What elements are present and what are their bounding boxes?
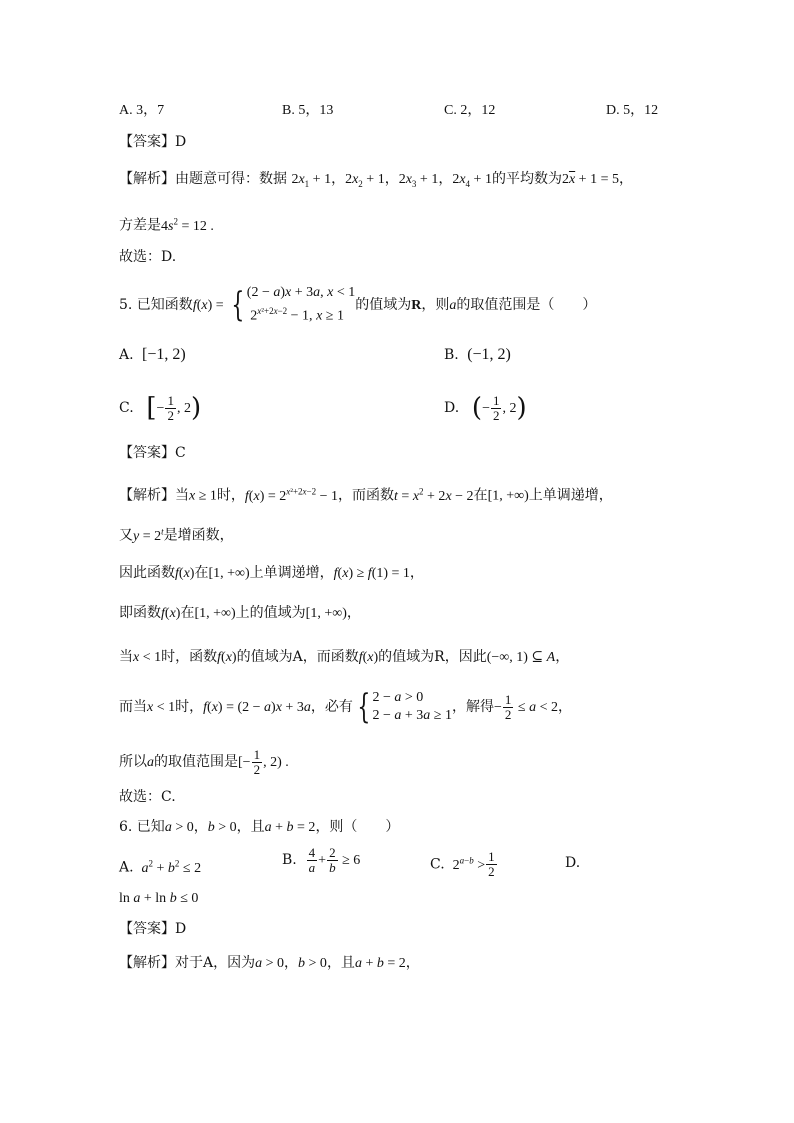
q6-stem: 6. 已知a > 0，b > 0，且a + b = 2，则（ ） [119, 819, 400, 835]
q5-l5-c: 的值域为A，而函数 [236, 649, 359, 665]
q4-analysis-mid: 的平均数为 [491, 171, 562, 187]
q5-answer: 【答案】C [119, 445, 186, 461]
q5-l2-b: 是增函数， [163, 527, 234, 544]
q5-l4-c: 上的值域为 [235, 605, 306, 621]
q5-analysis-line7: 所以a的取值范围是[− $\frac{1}{2}$ , 2) . [119, 746, 289, 777]
q5-l7-b: 的取值范围是 [154, 754, 238, 770]
q5-option-c: C. [− $\frac{1}{2}$ , 2) [119, 392, 202, 423]
q4-analysis-prefix: 【解析】由题意可得：数据 [119, 171, 287, 187]
q5-stem-prefix: 5. 已知函数 [119, 296, 193, 313]
q5-l7-a: 所以 [119, 754, 147, 770]
q5-analysis-line1: 【解析】当x ≥ 1时，$f(x) = 2^{x^2+2x-2} - 1$，而函数$t = x^2 + 2x - 2$在[1, +∞)上单调递增， [119, 486, 613, 504]
q5-l3-b: 在 [194, 565, 209, 581]
q4-option-b: B. 5，13 [282, 103, 334, 118]
q6-option-d-label: D. [565, 855, 581, 871]
q5-analysis-line3: 因此函数f(x)在[1, +∞)上单调递增，f(x) ≥ f(1) = 1， [119, 565, 424, 581]
q5-l1-d: 在 [473, 487, 488, 504]
q5-option-c-label: C. [119, 400, 134, 416]
q5-choose: 故选：C. [119, 789, 176, 805]
q4-answer: 【答案】D [119, 134, 187, 150]
q5-analysis-line5: 当x < 1时，函数f(x)的值域为A，而函数f(x)的值域为R，因此(−∞, 1) ⊆ A， [119, 649, 570, 665]
q5-l5-a: 当 [119, 649, 133, 665]
q5-l6-d: ，解得 [451, 699, 494, 715]
q5-stem-suffix-c: 的取值范围是（ ） [456, 296, 597, 313]
q6-option-b: B. $\frac{4}{a}$ + $\frac{2}{b}$ ≥ 6 [282, 844, 361, 875]
q6-option-d: ln a + ln b ≤ 0 [119, 891, 199, 906]
q6-stem-c: ，则（ ） [315, 819, 400, 835]
q4-analysis: 【解析】由题意可得：数据 $2x_1 + 1$，$2x_2 + 1$，$2x_3 + 1$，$2x_4 + 1$的平均数为$2\overline{x} + 1 = 5$， [119, 171, 633, 189]
q5-l5-b: 时，函数 [161, 649, 218, 665]
q5-analysis-line6: 而当x < 1时，f(x) = (2 − a)x + 3a，必有 { 2 − a > 0 2 − a + 3a ≥ 1 ，解得− $\frac{1}{2}$ ≤ a < 2， [119, 687, 572, 727]
q5-l6-a: 而当 [119, 699, 147, 715]
q5-l1-a: 【解析】当 [119, 487, 189, 504]
q5-option-a-label: A. [119, 347, 134, 363]
q6-option-c-label: C. [430, 856, 445, 873]
q4-variance-prefix: 方差是 [119, 217, 161, 234]
q6-option-a-label: A. [119, 859, 134, 876]
q5-option-b: B. (−1, 2) [444, 346, 511, 363]
q5-option-b-label: B. [444, 347, 459, 363]
q4-choose: 故选：D. [119, 249, 177, 265]
q5-l1-e: 上单调递增， [528, 487, 613, 504]
q4-option-c: C. 2，12 [444, 103, 496, 118]
q5-l1-b: 时， [216, 487, 245, 504]
q5-stem-suffix-a: 的值域为 [355, 296, 412, 313]
q5-l2-a: 又 [119, 527, 133, 544]
q5-l1-c: ，而函数 [338, 487, 395, 504]
q5-l4-a: 即函数 [119, 605, 161, 621]
q6-analysis: 【解析】对于A，因为a > 0，b > 0，且a + b = 2， [119, 955, 420, 971]
q4-option-a: A. 3，7 [119, 103, 165, 118]
q5-stem-suffix-b: ，则 [421, 296, 450, 313]
q5-l3-a: 因此函数 [119, 565, 175, 581]
q4-variance: 方差是$4s^2 = 12$ . [119, 216, 214, 234]
q5-stem-R: R [411, 297, 422, 313]
q5-option-d-label: D. [444, 400, 460, 416]
q6-option-b-label: B. [282, 852, 297, 868]
q5-l3-c: 上单调递增， [249, 565, 334, 581]
q5-l4-b: 在 [180, 605, 195, 621]
q6-option-a: A. $a^2 + b^2 \le 2$ [119, 858, 202, 876]
q5-l5-d: 的值域为R，因此 [378, 649, 487, 665]
q5-l6-c: ，必有 [310, 699, 353, 715]
q6-analysis-b: ，且 [326, 955, 355, 971]
q6-analysis-a: 【解析】对于A，因为 [119, 955, 256, 971]
q5-analysis-line2: 又$y = 2^t$是增函数， [119, 526, 234, 544]
q6-stem-b: ，且 [236, 819, 265, 835]
q5-stem: 5. 已知函数f(x) = { (2 − a)x + 3a, x < 1 $2^{x^2+2x-2} - 1$, x ≥ 1 的值域为R，则a的取值范围是（ ） [119, 284, 597, 325]
q4-option-d: D. 5，12 [606, 103, 659, 118]
q6-option-c: C. $2^{a-b}$ > $\frac{1}{2}$ [430, 849, 495, 880]
q6-stem-a: 6. 已知 [119, 819, 165, 835]
q5-option-a: A. [−1, 2) [119, 346, 186, 363]
q5-analysis-line4: 即函数f(x)在[1, +∞)上的值域为[1, +∞)， [119, 605, 361, 621]
q6-answer: 【答案】D [119, 921, 187, 937]
q5-option-d: D. (− $\frac{1}{2}$ , 2) [444, 392, 527, 423]
q5-l6-b: 时， [175, 699, 204, 715]
